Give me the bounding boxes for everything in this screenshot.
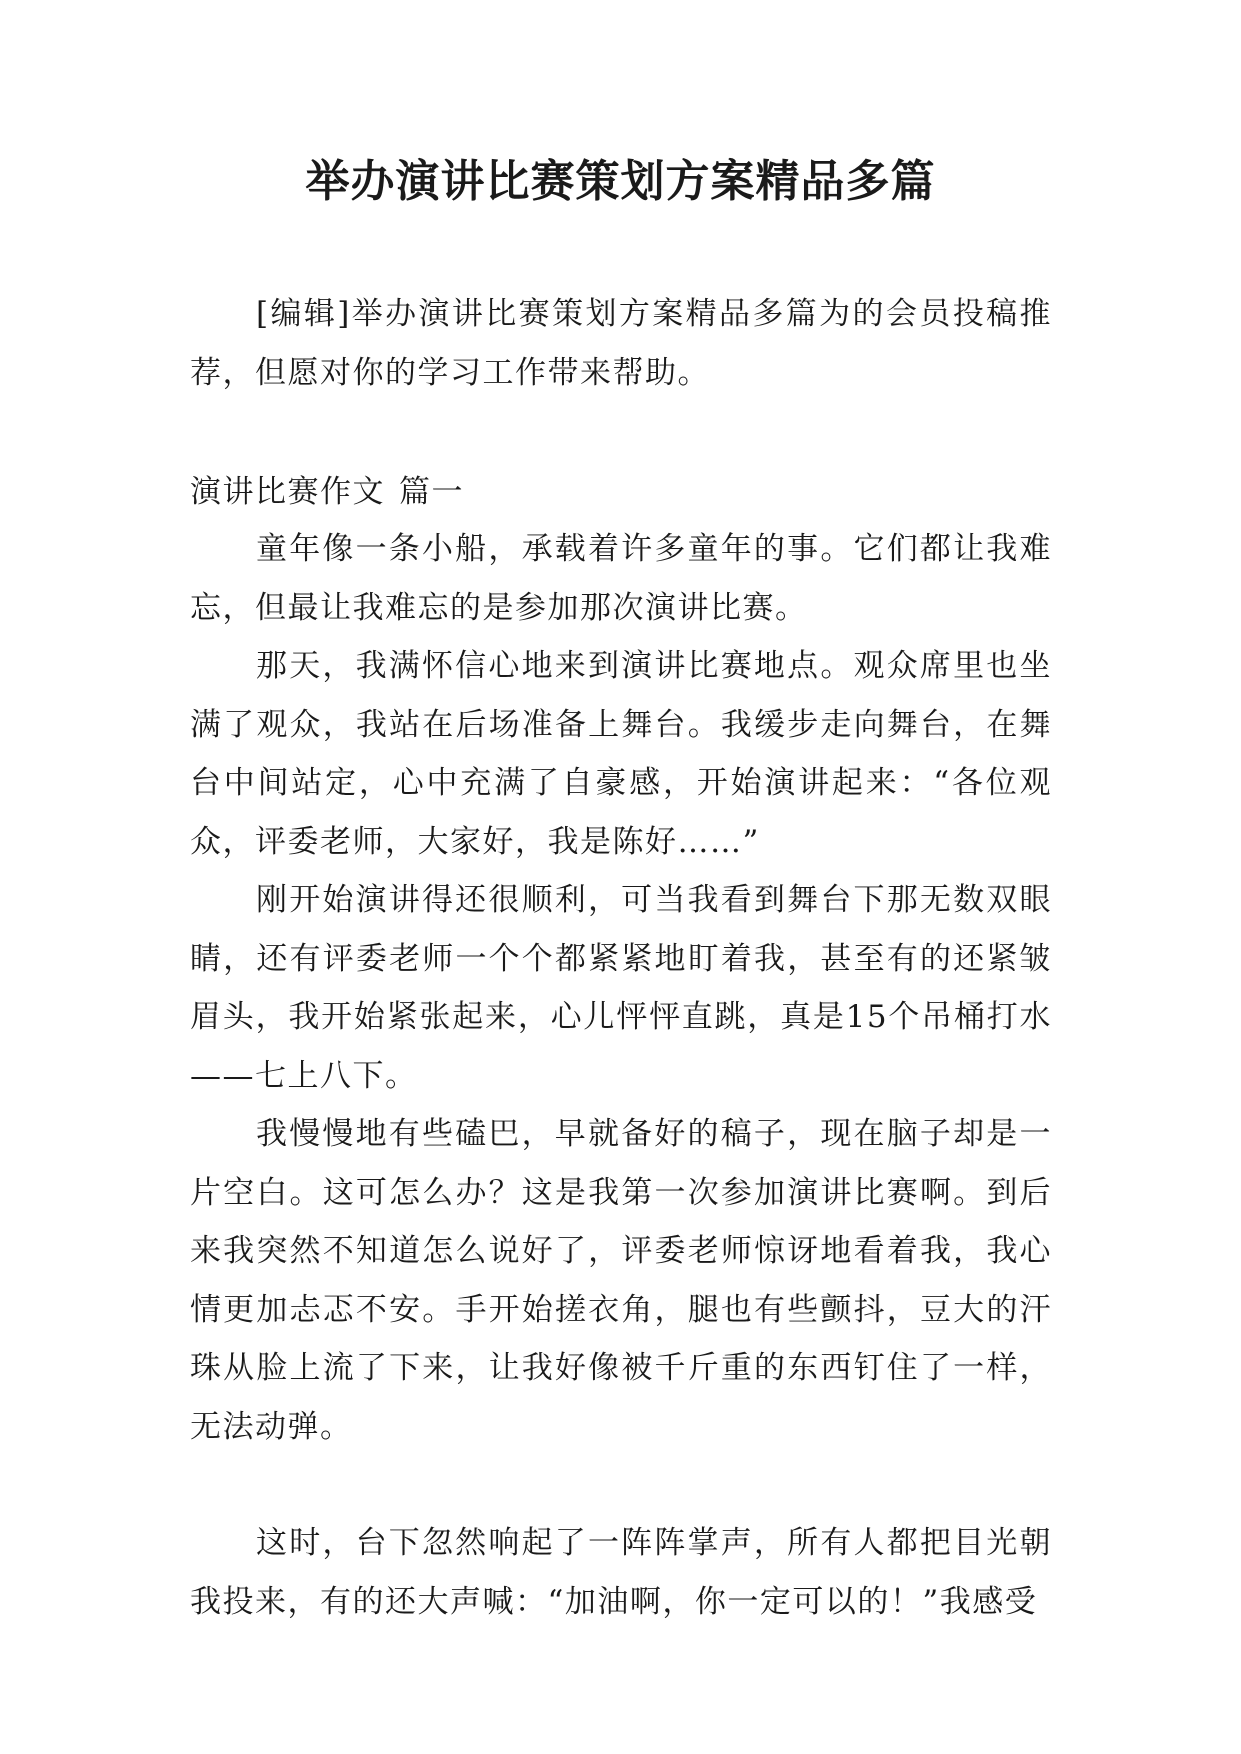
body-paragraph: 我慢慢地有些磕巴，早就备好的稿子，现在脑子却是一片空白。这可怎么办？这是我第一次参加演讲比赛啊。到后来我突然不知道怎么说好了，评委老师惊讶地看着我，我心情更加忐忑不安。手开始搓衣角，腿也有些颤抖，豆大的汗珠从脸上流了下来，让我好像被千斤重的东西钉住了一样，无法动弹。 [190,1116,1052,1445]
document-title: 举办演讲比赛策划方案精品多篇 [305,156,936,207]
section-heading [190,463,1052,522]
section-heading-label: 篇一 [399,474,464,510]
intro-paragraph: [编辑]举办演讲比赛策划方案精品多篇为的会员投稿推荐，但愿对你的学习工作带来帮助。 [190,296,1052,391]
body-paragraph: 这时，台下忽然响起了一阵阵掌声，所有人都把目光朝我投来，有的还大声喊：“加油啊，你一定可以的！”我感受 [190,1525,1052,1620]
body-paragraph: 刚开始演讲得还很顺利，可当我看到舞台下那无数双眼睛，还有评委老师一个个都紧紧地盯着我，甚至有的还紧皱眉头，我开始紧张起来，心儿怦怦直跳，真是15个吊桶打水——七上八下。 [190,882,1052,1094]
body-paragraph: 那天，我满怀信心地来到演讲比赛地点。观众席里也坐满了观众，我站在后场准备上舞台。我缓步走向舞台，在舞台中间站定，心中充满了自豪感，开始演讲起来：“各位观众，评委老师，大家好，我是陈好……” [190,648,1052,860]
body-paragraph: 童年像一条小船，承载着许多童年的事。它们都让我难忘，但最让我难忘的是参加那次演讲比赛。 [190,531,1052,626]
section-heading-text: 演讲比赛作文 [190,474,385,510]
